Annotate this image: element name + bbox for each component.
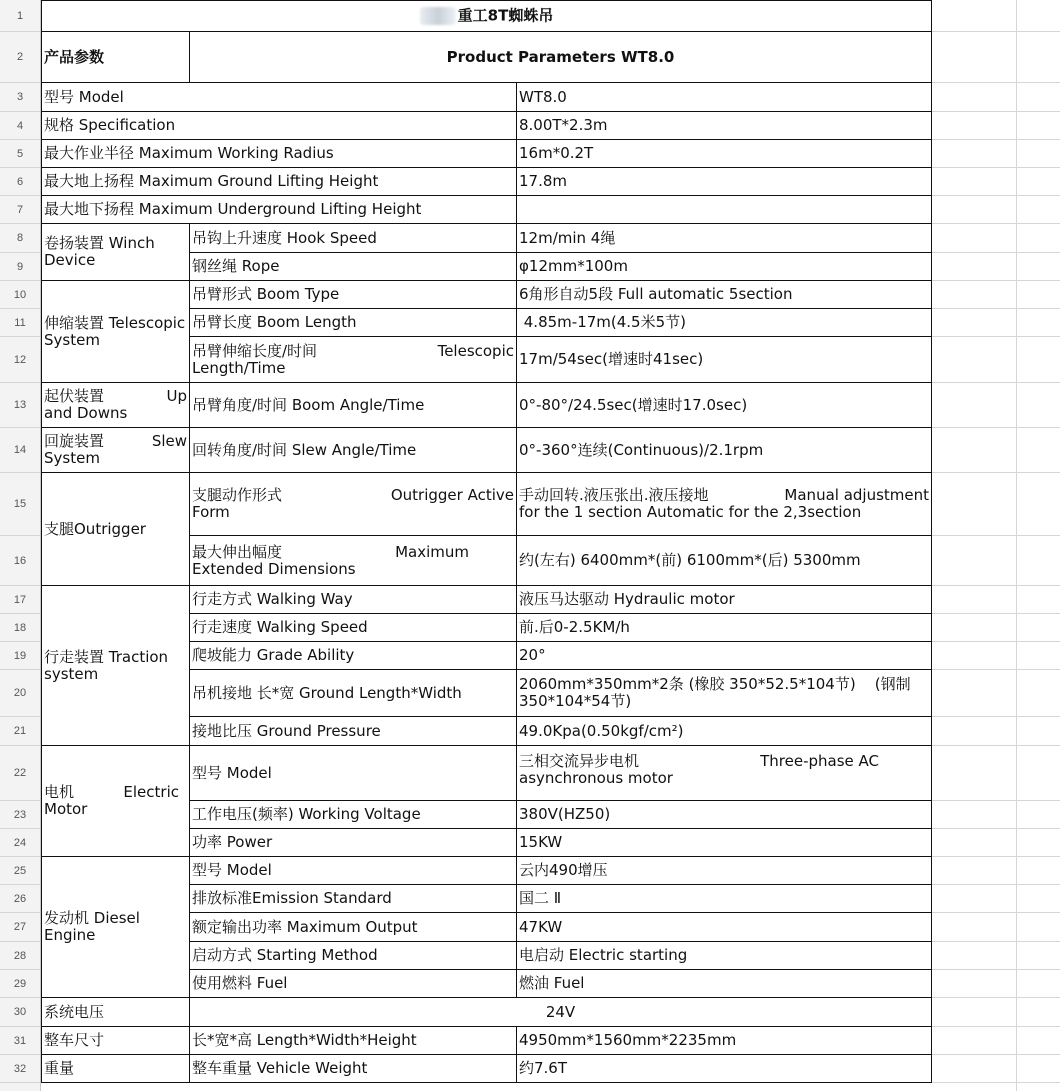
grid-line: [932, 716, 1060, 717]
grid-line: [932, 427, 1060, 428]
grid-line: [932, 308, 1060, 309]
row-number[interactable]: 24: [13, 836, 27, 849]
grid-line: [932, 828, 1060, 829]
row-number[interactable]: 28: [13, 949, 27, 962]
spec-label[interactable]: 规格 Specification: [42, 112, 517, 140]
row-number[interactable]: 20: [13, 686, 27, 699]
spec-table: [41, 0, 932, 1083]
grade-value[interactable]: 20°: [517, 642, 932, 670]
hook-speed-label[interactable]: 吊钩上升速度 Hook Speed: [190, 224, 517, 253]
row-number[interactable]: 27: [13, 920, 27, 933]
engine-model-label[interactable]: 型号 Model: [190, 857, 517, 885]
under-lift-value[interactable]: [517, 196, 932, 224]
size-label[interactable]: 长*宽*高 Length*Width*Height: [190, 1027, 517, 1055]
grid-line: [932, 472, 1060, 473]
grid-line: [932, 111, 1060, 112]
params-label-en[interactable]: Product Parameters WT8.0: [190, 32, 932, 83]
telescopic-group[interactable]: 伸缩装置 Telescopic System: [42, 281, 190, 383]
boom-angle-label[interactable]: 吊臂角度/时间 Boom Angle/Time: [190, 383, 517, 428]
grid-line: [932, 1082, 1060, 1083]
row-number[interactable]: 25: [13, 864, 27, 877]
working-voltage-label[interactable]: 工作电压(频率) Working Voltage: [190, 801, 517, 829]
starting-method-value[interactable]: 电启动 Electric starting: [517, 942, 932, 970]
walking-speed-label[interactable]: 行走速度 Walking Speed: [190, 614, 517, 642]
rope-label[interactable]: 钢丝绳 Rope: [190, 253, 517, 281]
outrigger-group[interactable]: 支腿Outrigger: [42, 473, 190, 586]
grade-label[interactable]: 爬坡能力 Grade Ability: [190, 642, 517, 670]
row-number[interactable]: 13: [13, 398, 27, 411]
fuel-label[interactable]: 使用燃料 Fuel: [190, 970, 517, 998]
params-label-cn[interactable]: 产品参数: [42, 32, 190, 83]
boom-type-label[interactable]: 吊臂形式 Boom Type: [190, 281, 517, 309]
hook-speed-value[interactable]: 12m/min 4绳: [517, 224, 932, 253]
ground-lift-value[interactable]: 17.8m: [517, 168, 932, 196]
row-number[interactable]: 23: [13, 808, 27, 821]
grid-line: [932, 252, 1060, 253]
grid-line: [932, 280, 1060, 281]
row-number[interactable]: 30: [13, 1005, 27, 1018]
motor-power-label[interactable]: 功率 Power: [190, 829, 517, 857]
row-number[interactable]: 12: [13, 353, 27, 366]
ground-size-value[interactable]: 2060mm*350mm*2条 (橡胶 350*52.5*104节) (钢制350*104*54节): [517, 670, 932, 717]
row-number[interactable]: 16: [13, 554, 27, 567]
telescopic-time-label[interactable]: 吊臂伸缩长度/时间 Telescopic Length/Time: [190, 337, 517, 383]
starting-method-label[interactable]: 启动方式 Starting Method: [190, 942, 517, 970]
size-group[interactable]: 整车尺寸: [42, 1027, 190, 1055]
grid-line: [932, 382, 1060, 383]
row-number[interactable]: 26: [13, 892, 27, 905]
radius-label[interactable]: 最大作业半径 Maximum Working Radius: [42, 140, 517, 168]
rope-value[interactable]: φ12mm*100m: [517, 253, 932, 281]
grid-line: [932, 856, 1060, 857]
slew-angle-value[interactable]: 0°-360°连续(Continuous)/2.1rpm: [517, 428, 932, 473]
grid-line: [932, 941, 1060, 942]
grid-line: [932, 669, 1060, 670]
row-number[interactable]: 14: [13, 443, 27, 456]
model-label[interactable]: 型号 Model: [42, 83, 517, 112]
traction-group[interactable]: 行走装置 Traction system: [42, 586, 190, 746]
engine-group[interactable]: 发动机 Diesel Engine: [42, 857, 190, 998]
weight-value[interactable]: 约7.6T: [517, 1055, 932, 1083]
row-number[interactable]: 10: [13, 288, 27, 301]
boom-length-value[interactable]: 4.85m-17m(4.5米5节): [517, 309, 932, 337]
engine-model-value[interactable]: 云内490增压: [517, 857, 932, 885]
system-voltage-value[interactable]: 24V: [190, 998, 932, 1027]
row-number[interactable]: 18: [13, 621, 27, 634]
emission-label[interactable]: 排放标准Emission Standard: [190, 885, 517, 913]
grid-line: [932, 800, 1060, 801]
ground-pressure-value[interactable]: 49.0Kpa(0.50kgf/cm²): [517, 717, 932, 746]
outrigger-form-label[interactable]: 支腿动作形式 Outrigger Active Form: [190, 473, 517, 536]
row-number[interactable]: 7: [16, 203, 24, 216]
grid-line: [932, 613, 1060, 614]
slew-angle-label[interactable]: 回转角度/时间 Slew Angle/Time: [190, 428, 517, 473]
row-divider: [0, 1082, 40, 1083]
ground-lift-label[interactable]: 最大地上扬程 Maximum Ground Lifting Height: [42, 168, 517, 196]
grid-line: [932, 195, 1060, 196]
grid-line: [932, 31, 1060, 32]
grid-line: [932, 969, 1060, 970]
grid-line: [932, 997, 1060, 998]
fuel-value[interactable]: 燃油 Fuel: [517, 970, 932, 998]
grid-line: [932, 139, 1060, 140]
row-number[interactable]: 2: [16, 50, 24, 63]
row-number[interactable]: 29: [13, 977, 27, 990]
brand-logo-blurred: [420, 7, 456, 25]
weight-group[interactable]: 重量: [42, 1055, 190, 1083]
winch-group[interactable]: 卷扬装置 Winch Device: [42, 224, 190, 281]
grid-line: [932, 641, 1060, 642]
motor-group[interactable]: 电机 Electric Motor: [42, 746, 190, 857]
row-number[interactable]: 32: [13, 1062, 27, 1075]
document-title[interactable]: 重工8T蜘蛛吊: [42, 1, 932, 32]
row-number[interactable]: 31: [13, 1034, 27, 1047]
grid-line: [932, 1026, 1060, 1027]
radius-value[interactable]: 16m*0.2T: [517, 140, 932, 168]
outrigger-ext-value[interactable]: 约(左右) 6400mm*(前) 6100mm*(后) 5300mm: [517, 536, 932, 586]
row-number[interactable]: 3: [16, 90, 24, 103]
outrigger-ext-label[interactable]: 最大伸出幅度 Maximum Extended Dimensions: [190, 536, 517, 586]
outrigger-form-value[interactable]: 手动回转.液压张出.液压接地 Manual adjustment for the 1 section Automatic for the 2,3section: [517, 473, 932, 536]
engine-output-label[interactable]: 额定输出功率 Maximum Output: [190, 913, 517, 942]
row-number[interactable]: 8: [16, 231, 24, 244]
size-value[interactable]: 4950mm*1560mm*2235mm: [517, 1027, 932, 1055]
engine-output-value[interactable]: 47KW: [517, 913, 932, 942]
working-voltage-value[interactable]: 380V(HZ50): [517, 801, 932, 829]
under-lift-label[interactable]: 最大地下扬程 Maximum Underground Lifting Height: [42, 196, 517, 224]
row-number[interactable]: 11: [14, 316, 26, 329]
walking-speed-value[interactable]: 前.后0-2.5KM/h: [517, 614, 932, 642]
grid-line: [932, 912, 1060, 913]
model-value[interactable]: WT8.0: [517, 83, 932, 112]
row-number[interactable]: 6: [16, 175, 24, 188]
weight-label[interactable]: 整车重量 Vehicle Weight: [190, 1055, 517, 1083]
grid-line: [932, 585, 1060, 586]
row-number[interactable]: 21: [13, 724, 27, 737]
updown-group[interactable]: 起伏装置 Up and Downs: [42, 383, 190, 428]
row-number[interactable]: 9: [16, 260, 24, 273]
row-number[interactable]: 5: [16, 147, 24, 160]
grid-line: [932, 167, 1060, 168]
system-voltage-label[interactable]: 系统电压: [42, 998, 190, 1027]
walking-way-label[interactable]: 行走方式 Walking Way: [190, 586, 517, 614]
telescopic-time-value[interactable]: 17m/54sec(增速时41sec): [517, 337, 932, 383]
spec-value[interactable]: 8.00T*2.3m: [517, 112, 932, 140]
grid-line: [932, 82, 1060, 83]
boom-length-label[interactable]: 吊臂长度 Boom Length: [190, 309, 517, 337]
slew-group[interactable]: 回旋装置 Slew System: [42, 428, 190, 473]
motor-model-label[interactable]: 型号 Model: [190, 746, 517, 801]
boom-angle-value[interactable]: 0°-80°/24.5sec(增速时17.0sec): [517, 383, 932, 428]
ground-size-label[interactable]: 吊机接地 长*宽 Ground Length*Width: [190, 670, 517, 717]
grid-line: [1016, 0, 1017, 1091]
grid-line: [932, 223, 1060, 224]
row-number[interactable]: 1: [16, 9, 24, 22]
row-number[interactable]: 22: [13, 766, 27, 779]
boom-type-value[interactable]: 6角形自动5段 Full automatic 5section: [517, 281, 932, 309]
row-number[interactable]: 15: [13, 497, 27, 510]
row-number[interactable]: 19: [13, 649, 27, 662]
grid-line: [932, 884, 1060, 885]
grid-line: [932, 336, 1060, 337]
motor-power-value[interactable]: 15KW: [517, 829, 932, 857]
emission-value[interactable]: 国二 Ⅱ: [517, 885, 932, 913]
grid-line: [932, 1054, 1060, 1055]
grid-line: [932, 535, 1060, 536]
ground-pressure-label[interactable]: 接地比压 Ground Pressure: [190, 717, 517, 746]
row-number[interactable]: 4: [16, 119, 24, 132]
motor-model-value[interactable]: 三相交流异步电机 Three-phase AC asynchronous motor: [517, 746, 932, 801]
grid-line: [932, 745, 1060, 746]
walking-way-value[interactable]: 液压马达驱动 Hydraulic motor: [517, 586, 932, 614]
row-number[interactable]: 17: [13, 593, 27, 606]
